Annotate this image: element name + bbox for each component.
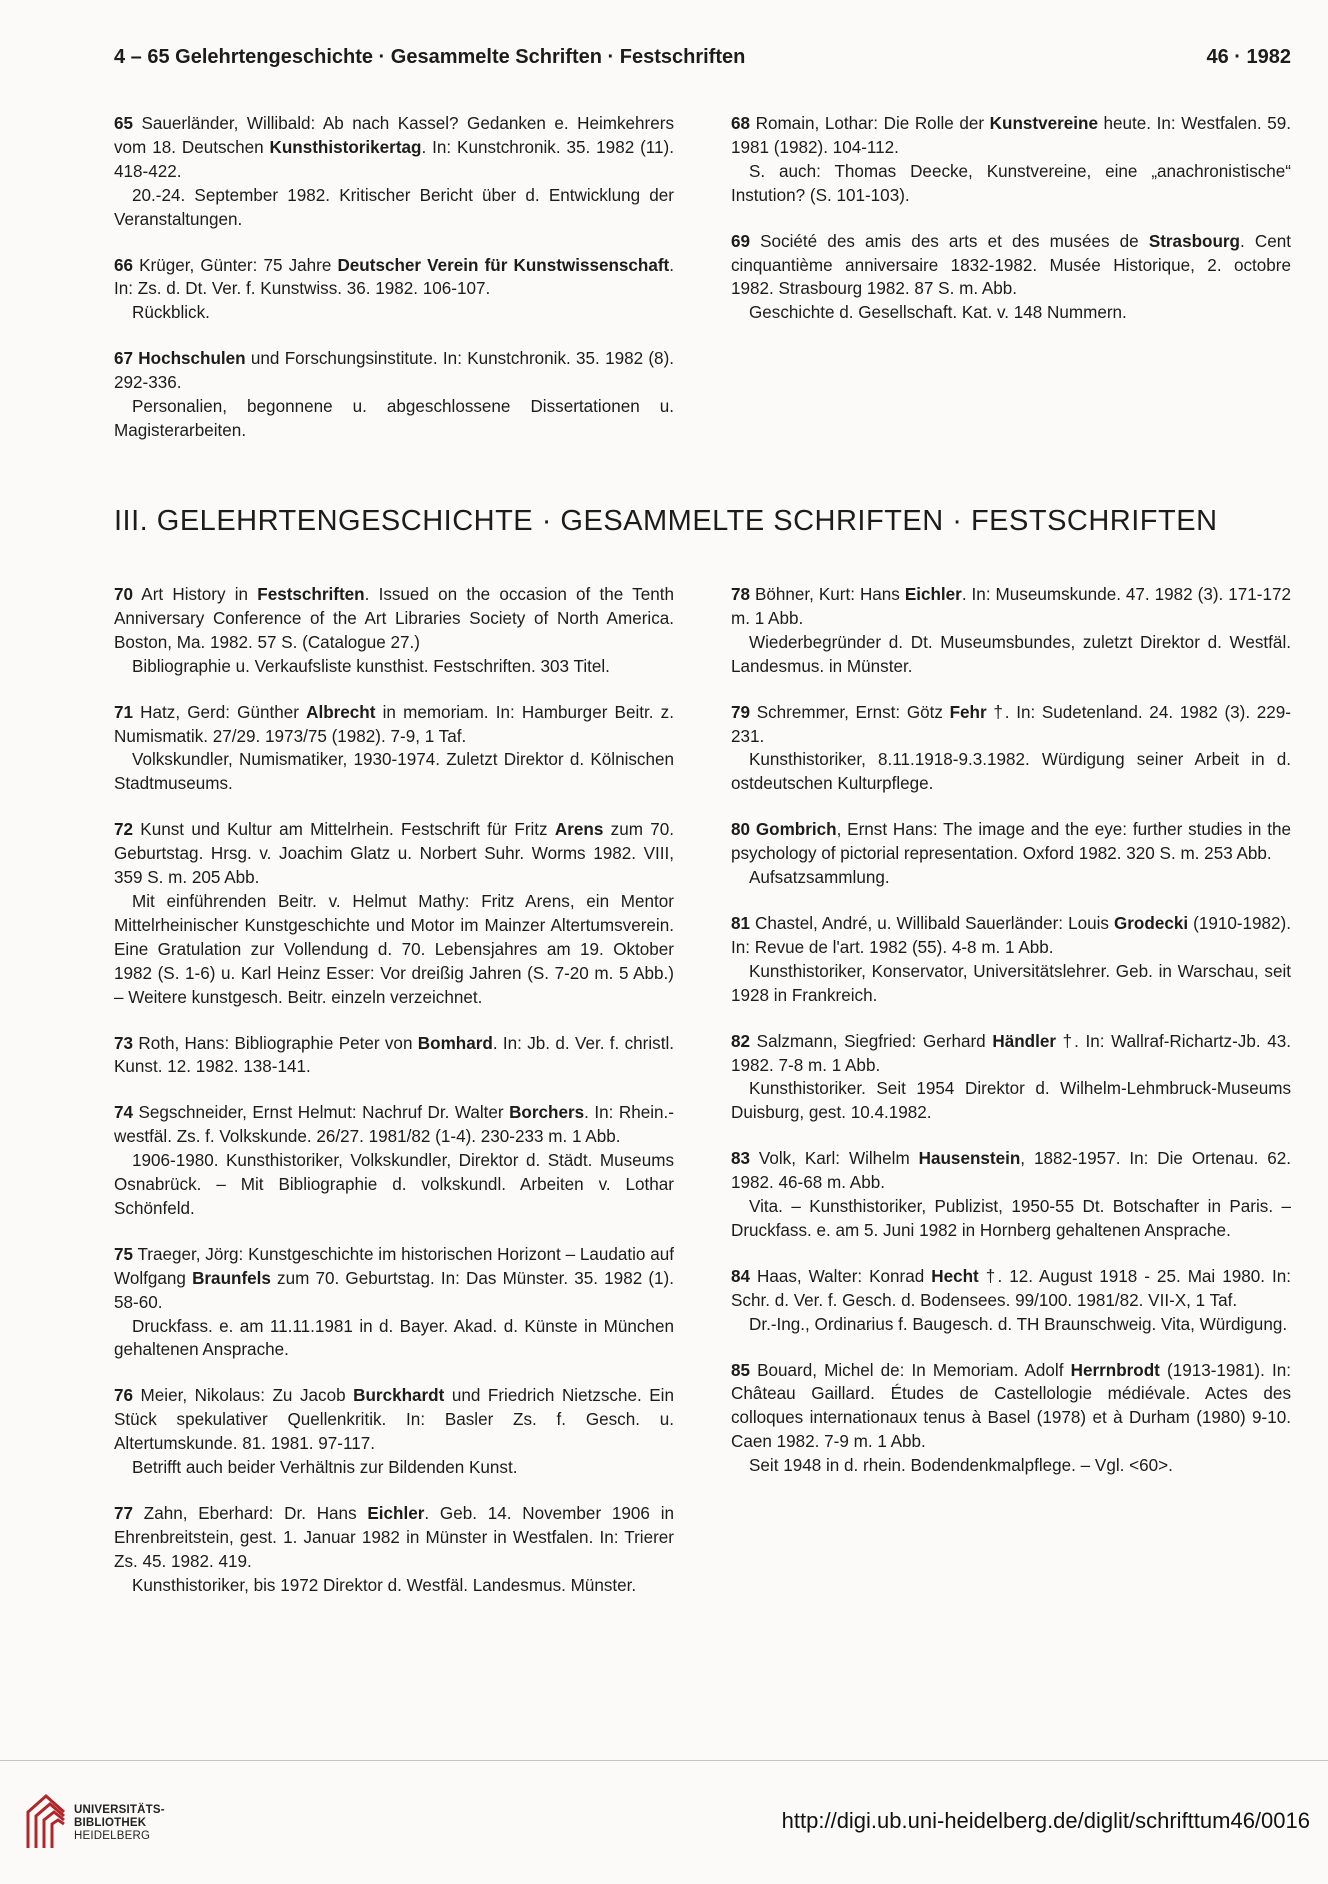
entry-keyword: Herrnbrodt: [1070, 1360, 1160, 1380]
bibliography-entry: [731, 230, 1291, 326]
entry-citation: [731, 1030, 1291, 1078]
entry-citation: [114, 1384, 674, 1456]
entry-text-before: Segschneider, Ernst Helmut: Nachruf Dr. Walter: [133, 1103, 510, 1123]
entry-citation: [731, 1265, 1291, 1313]
entry-number: 85: [731, 1360, 751, 1380]
entry-keyword: Deutscher Verein für Kunstwissenschaft: [337, 255, 670, 275]
entry-number: 66: [114, 255, 134, 275]
bibliography-entry: [114, 1502, 674, 1598]
entry-keyword: Grodecki: [1113, 913, 1189, 933]
library-name-line-3: HEIDELBERG: [74, 1830, 151, 1842]
entry-text-after: und Friedrich Nietzsche. Ein Stück spekulativer Quellenkritik. In: Basler Zs. f. Gesch. u. Altertumskunde. 81. 1981. 97-117.: [114, 1386, 674, 1454]
entry-annotation: Kunsthistoriker, 8.11.1918-9.3.1982. Würdigung seiner Arbeit in d. ostdeutschen Kulturpflege.: [731, 750, 1291, 794]
entry-text-before: Haas, Walter: Konrad: [750, 1266, 932, 1286]
entry-annotation: Dr.-Ing., Ordinarius f. Baugesch. d. TH Braunschweig. Vita, Würdigung.: [749, 1314, 1288, 1334]
entry-keyword: Kunstvereine: [989, 114, 1098, 133]
bibliography-entry: [731, 818, 1291, 890]
entry-text-after: †. In: Sudetenland. 24. 1982 (3). 229-231.: [731, 702, 1291, 746]
bibliography-entry: [114, 1243, 674, 1363]
running-header-left: 4 – 65 Gelehrtengeschichte · Gesammelte Schriften · Festschriften: [114, 46, 746, 68]
entry-text-before: Hatz, Gerd: Günther: [133, 702, 307, 722]
entry-citation: [114, 1243, 674, 1315]
entry-number: 68: [731, 114, 751, 133]
entry-keyword: Festschriften: [257, 585, 365, 604]
entry-text-after: , 1882-1957. In: Die Ortenau. 62. 1982. 46-68 m. Abb.: [731, 1149, 1292, 1193]
entry-number: 72: [114, 820, 134, 840]
entry-keyword: Albrecht: [306, 702, 376, 722]
entry-annotation: Geschichte d. Gesellschaft. Kat. v. 148 Nummern.: [749, 303, 1127, 323]
entry-annotation: Bibliographie u. Verkaufsliste kunsthist. Festschriften. 303 Titel.: [132, 656, 610, 676]
entry-text-before: Sauerländer, Willibald: Ab nach Kassel? Gedanken e. Heimkehrers vom 18. Deutschen: [114, 114, 674, 157]
entry-text-after: . Issued on the occasion of the Tenth Anniversary Conference of the Art Libraries Society of North America. Boston, Ma. 1982. 57 S. (Catalogue 27.): [114, 585, 674, 652]
bibliography-entry: [731, 912, 1291, 1008]
entry-annotation: Aufsatzsammlung.: [749, 868, 890, 888]
bottom-left-column: [114, 583, 674, 1620]
entry-annotation: Vita. – Kunsthistoriker, Publizist, 1950-55 Dt. Botschafter in Paris. – Druckfass. e. am 5. Juni 1982 in Hornberg gehaltenen Ansprache.: [731, 1197, 1291, 1240]
entry-annotation: Wiederbegründer d. Dt. Museumsbundes, zuletzt Direktor d. Westfäl. Landesmus. in Münster.: [731, 632, 1291, 676]
bibliography-entry: [114, 1032, 674, 1080]
bottom-right-column: [731, 583, 1291, 1500]
entry-keyword: Strasbourg: [1148, 231, 1240, 251]
entry-number: 82: [731, 1031, 751, 1051]
entry-annotation: Volkskundler, Numismatiker, 1930-1974. Zuletzt Direktor d. Kölnischen Stadtmuseums.: [114, 750, 674, 794]
entry-text-after: heute. In: Westfalen. 59. 1981 (1982). 104-112.: [731, 114, 1291, 157]
entry-citation: [731, 1147, 1291, 1195]
entry-keyword: Eichler: [367, 1504, 425, 1523]
entry-text-before: Art History in: [133, 585, 258, 604]
entry-keyword: Eichler: [904, 585, 962, 604]
entry-text-before: Meier, Nikolaus: Zu Jacob: [133, 1386, 354, 1406]
bibliography-entry: [731, 583, 1291, 679]
entry-annotation: Mit einführenden Beitr. v. Helmut Mathy: Fritz Arens, ein Mentor Mittelrheinischer Kunstgeschichte und Motor im Mainzer Altertumsverein. Eine Gratulation zur Vollendung d. 70. Lebensjahres am 19. Oktober 1982 (S. 1-6) u. Karl Heinz Esser: Vor dreißig Jahren (S. 7-20 m. 5 Abb.) – Weitere kunstgesch. Beitr. einzeln verzeichnet.: [114, 891, 674, 1007]
library-name: [74, 1804, 165, 1843]
entry-number: 84: [731, 1266, 751, 1286]
entry-number: 70: [114, 585, 134, 604]
entry-text-after: †. In: Wallraf-Richartz-Jb. 43. 1982. 7-8 m. 1 Abb.: [731, 1031, 1291, 1075]
entry-citation: [114, 1101, 674, 1149]
top-left-column: [114, 112, 674, 465]
entry-number: 74: [114, 1103, 134, 1123]
entry-text-after: (1910-1982). In: Revue de l'art. 1982 (55). 4-8 m. 1 Abb.: [731, 913, 1292, 957]
entry-number: 79: [731, 702, 751, 722]
bibliography-entry: [114, 1101, 674, 1221]
entry-text-before: Société des amis des arts et des musées de: [750, 231, 1149, 251]
entry-annotation: Seit 1948 in d. rhein. Bodendenkmalpflege. – Vgl. <60>.: [749, 1456, 1173, 1476]
entry-annotation: Personalien, begonnene u. abgeschlossene Dissertationen u. Magisterarbeiten.: [114, 397, 674, 440]
bibliography-entry: [731, 1359, 1291, 1479]
entry-annotation: Kunsthistoriker, bis 1972 Direktor d. Westfäl. Landesmus. Münster.: [132, 1575, 637, 1595]
entry-number: 75: [114, 1244, 134, 1264]
entry-text-before: Romain, Lothar: Die Rolle der: [750, 114, 990, 133]
bibliography-entry: [114, 112, 674, 232]
running-header-right: 46 · 1982: [1206, 46, 1291, 68]
entry-keyword: Arens: [554, 820, 604, 840]
entry-citation: [114, 254, 674, 302]
bibliography-entry: [114, 1384, 674, 1480]
entry-text-after: in memoriam. In: Hamburger Beitr. z. Numismatik. 27/29. 1973/75 (1982). 7-9, 1 Taf.: [114, 702, 674, 746]
entry-text-before: Traeger, Jörg: Kunstgeschichte im historischen Horizont – Laudatio auf Wolfgang: [114, 1244, 674, 1288]
library-name-line-1: UNIVERSITÄTS-: [74, 1804, 165, 1816]
entry-keyword: Händler: [992, 1031, 1056, 1051]
entry-citation: [731, 818, 1291, 866]
entry-citation: [114, 112, 674, 184]
entry-number: 65: [114, 114, 134, 133]
bibliography-entry: [731, 112, 1291, 208]
entry-text-before: Böhner, Kurt: Hans: [750, 585, 905, 604]
entry-citation: [114, 1032, 674, 1080]
entry-text-after: , Ernst Hans: The image and the eye: further studies in the psychology of pictorial representation. Oxford 1982. 320 S. m. 253 Abb.: [731, 820, 1292, 864]
entry-keyword: Burckhardt: [353, 1386, 445, 1406]
footer-rule: [0, 1760, 1328, 1761]
entry-annotation: Rückblick.: [132, 303, 210, 323]
entry-annotation: Kunsthistoriker. Seit 1954 Direktor d. Wilhelm-Lehmbruck-Museums Duisburg, gest. 10.4.1982.: [731, 1079, 1291, 1123]
entry-annotation: Druckfass. e. am 11.11.1981 in d. Bayer. Akad. d. Künste in München gehaltenen Ansprache.: [114, 1316, 674, 1360]
entry-keyword: Kunsthistorikertag: [269, 137, 422, 157]
entry-number: 78: [731, 585, 751, 604]
entry-citation: [114, 583, 674, 655]
top-right-column: [731, 112, 1291, 347]
entry-text-after: zum 70. Geburtstag. In: Das Münster. 35. 1982 (1). 58-60.: [114, 1268, 674, 1312]
entry-number: 81: [731, 913, 751, 933]
entry-annotation: S. auch: Thomas Deecke, Kunstvereine, eine „anachronistische“ Instution? (S. 101-103).: [731, 161, 1291, 205]
entry-citation: [731, 701, 1291, 749]
entry-text-before: Zahn, Eberhard: Dr. Hans: [133, 1504, 368, 1523]
entry-number: 71: [114, 702, 134, 722]
entry-citation: [731, 912, 1291, 960]
entry-citation: [114, 1502, 674, 1574]
bibliography-entry: [114, 347, 674, 443]
section-heading: III. GELEHRTENGESCHICHTE · GESAMMELTE SCHRIFTEN · FESTSCHRIFTEN: [114, 505, 1218, 537]
entry-keyword: Gombrich: [755, 820, 837, 840]
entry-text-after: . In: Rhein.-westfäl. Zs. f. Volkskunde. 26/27. 1981/82 (1-4). 230-233 m. 1 Abb.: [114, 1103, 674, 1147]
entry-text-before: Bouard, Michel de: In Memoriam. Adolf: [750, 1360, 1071, 1380]
entry-text-before: Chastel, André, u. Willibald Sauerländer: Louis: [750, 913, 1114, 933]
entry-text-after: zum 70. Geburtstag. Hrsg. v. Joachim Glatz u. Norbert Suhr. Worms 1982. VIII, 359 S. m. 205 Abb.: [114, 820, 675, 888]
entry-number: 67: [114, 349, 134, 369]
entry-text-before: Salzmann, Siegfried: Gerhard: [750, 1031, 993, 1051]
entry-text-before: Volk, Karl: Wilhelm: [750, 1149, 919, 1169]
entry-keyword: Hausenstein: [918, 1149, 1021, 1169]
entry-text-after: . Geb. 14. November 1906 in Ehrenbreitstein, gest. 1. Januar 1982 in Münster in Westfalen. In: Trierer Zs. 45. 1982. 419.: [114, 1504, 674, 1571]
source-url-link[interactable]: http://digi.ub.uni-heidelberg.de/diglit/schrifttum46/0016: [781, 1808, 1310, 1833]
bibliography-entry: [114, 818, 674, 1009]
bibliography-entry: [731, 1030, 1291, 1126]
entry-text-before: Roth, Hans: Bibliographie Peter von: [133, 1033, 418, 1053]
entry-text-after: (1913-1981). In: Château Gaillard. Études de Castellologie médiévale. Actes des colloques internationaux tenus à Basel (1978) et à Durham (1980) 9-10. Caen 1982. 7-9 m. 1 Abb.: [731, 1360, 1291, 1452]
bibliography-entry: [731, 701, 1291, 797]
entry-keyword: Hecht: [931, 1266, 979, 1286]
entry-text-after: und Forschungsinstitute. In: Kunstchronik. 35. 1982 (8). 292-336.: [114, 349, 675, 393]
entry-citation: [731, 112, 1291, 160]
entry-number: 83: [731, 1149, 751, 1169]
entry-citation: [114, 701, 674, 749]
running-header: [114, 46, 1291, 76]
entry-citation: [731, 230, 1291, 302]
library-name-line-2: BIBLIOTHEK: [74, 1817, 147, 1829]
bibliography-entry: [114, 254, 674, 326]
entry-keyword: Braunfels: [192, 1268, 271, 1288]
entry-text-after: . In: Kunstchronik. 35. 1982 (11). 418-422.: [114, 137, 674, 181]
entry-citation: [114, 818, 674, 890]
entry-text-before: Kunst und Kultur am Mittelrhein. Festschrift für Fritz: [133, 820, 555, 840]
bibliography-entry: [114, 583, 674, 679]
entry-text-before: Schremmer, Ernst: Götz: [750, 702, 950, 722]
bibliography-entry: [114, 701, 674, 797]
entry-text-after: †. 12. August 1918 - 25. Mai 1980. In: Schr. d. Ver. f. Gesch. d. Bodensees. 99/100. 1981/82. VII-X, 1 Taf.: [731, 1266, 1291, 1310]
bibliography-entry: [731, 1265, 1291, 1337]
entry-annotation: 20.-24. September 1982. Kritischer Bericht über d. Entwicklung der Veranstaltungen.: [114, 185, 674, 229]
entry-text-before: Krüger, Günter: 75 Jahre: [133, 255, 338, 275]
entry-annotation: 1906-1980. Kunsthistoriker, Volkskundler, Direktor d. Städt. Museums Osnabrück. – Mit Bibliographie d. volkskundl. Arbeiten v. Lothar Schönfeld.: [114, 1151, 674, 1218]
entry-number: 80: [731, 820, 751, 840]
entry-text-after: . In: Jb. d. Ver. f. christl. Kunst. 12. 1982. 138-141.: [114, 1033, 674, 1077]
entry-text-after: . In: Zs. d. Dt. Ver. f. Kunstwiss. 36. 1982. 106-107.: [114, 255, 675, 299]
entry-keyword: Borchers: [509, 1103, 585, 1123]
entry-annotation: Betrifft auch beider Verhältnis zur Bildenden Kunst.: [132, 1458, 518, 1478]
entry-number: 73: [114, 1033, 134, 1053]
entry-citation: [731, 1359, 1291, 1455]
entry-citation: [114, 347, 674, 395]
entry-citation: [731, 583, 1291, 631]
bibliography-entry: [731, 1147, 1291, 1243]
entry-number: 76: [114, 1386, 134, 1406]
entry-text-after: . In: Museumskunde. 47. 1982 (3). 171-172 m. 1 Abb.: [731, 585, 1291, 628]
entry-annotation: Kunsthistoriker, Konservator, Universitätslehrer. Geb. in Warschau, seit 1928 in Frankreich.: [731, 961, 1291, 1005]
entry-number: 77: [114, 1504, 134, 1523]
entry-keyword: Hochschulen: [138, 349, 246, 369]
entry-keyword: Bomhard: [417, 1033, 493, 1053]
footer: [0, 1760, 1328, 1884]
library-logo-icon: [20, 1790, 78, 1852]
entry-keyword: Fehr: [949, 702, 987, 722]
entry-text-after: . Cent cinquantième anniversaire 1832-1982. Musée Historique, 2. octobre 1982. Strasbourg 1982. 87 S. m. Abb.: [731, 231, 1291, 299]
entry-number: 69: [731, 231, 751, 251]
